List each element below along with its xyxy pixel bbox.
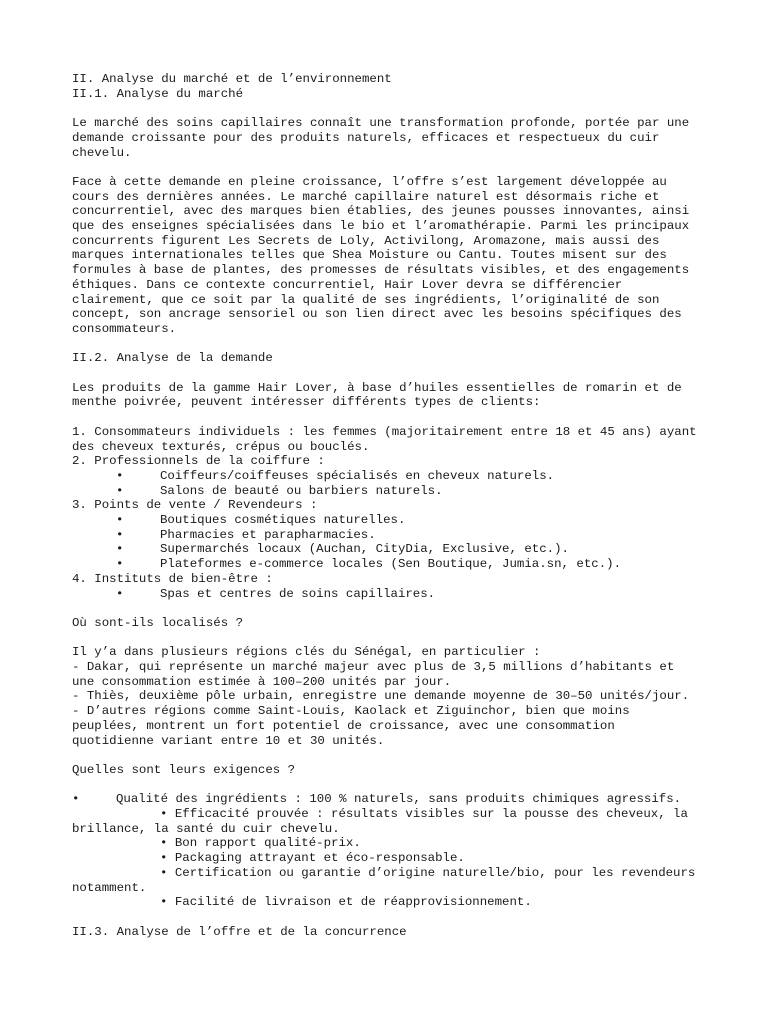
list-item: • Efficacité prouvée : résultats visibles sur la pousse des cheveux, la brillance, la santé du cuir chevelu. bbox=[72, 807, 688, 836]
paragraph: Le marché des soins capillaires connaît une transformation profonde, portée par une demande croissante pour des produits naturels, efficaces et respectueux du cuir chevelu. bbox=[72, 116, 690, 160]
list-item: • Certification ou garantie d’origine naturelle/bio, pour les revendeurs notamment. bbox=[72, 865, 696, 895]
location-item: - Dakar, qui représente un marché majeur avec plus de 3,5 millions d’habitants et une consommation estimée à 100–200 unités par jour. bbox=[72, 660, 675, 689]
bullet-icon: • bbox=[160, 851, 168, 866]
list-item: • Boutiques cosmétiques naturelles. bbox=[116, 513, 406, 528]
bullet-icon: • bbox=[160, 865, 168, 880]
list-item: • Salons de beauté ou barbiers naturels. bbox=[116, 483, 443, 498]
location-item: - D’autres régions comme Saint-Louis, Kaolack et Ziguinchor, bien que moins peuplées, montrent un fort potentiel de croissance, avec une consommation quotidienne variant entre 10 et 30 unités. bbox=[72, 704, 630, 748]
subsection-heading: II.2. Analyse de la demande bbox=[72, 351, 273, 366]
location-item: - Thiès, deuxième pôle urbain, enregistre une demande moyenne de 30–50 unités/jour. bbox=[72, 689, 690, 704]
bullet-icon: • bbox=[160, 836, 168, 851]
paragraph: Les produits de la gamme Hair Lover, à base d’huiles essentielles de romarin et de menthe poivrée, peuvent intéresser différents types de clients: bbox=[72, 380, 682, 410]
list-item: • Spas et centres de soins capillaires. bbox=[116, 586, 436, 601]
list-item: • Bon rapport qualité-prix. bbox=[160, 836, 361, 851]
paragraph: Face à cette demande en pleine croissance, l’offre s’est largement développée au cours des dernières années. Le marché capillaire naturel est désormais riche et concurrentiel, avec des marques bien établies, des jeunes pousses innovantes, ainsi que des enseignes spécialisées dans le bio et l’aromathérapie. Parmi les principaux concurrents figurent Les Secrets de Loly, Activilong, Aromazone, mais aussi des marques internationales telles que Shea Moisture ou Cantu. Toutes misent sur des formules à base de plantes, des promesses de résultats visibles, et des engagements éthiques. Dans ce contexte concurrentiel, Hair Lover devra se différencier clairement, que ce soit par la qualité de ses ingrédients, l’originalité de son concept, son ancrage sensoriel ou son lien direct avec les besoins spécifiques des consommateurs. bbox=[72, 174, 690, 336]
paragraph: Il y’a dans plusieurs régions clés du Sénégal, en particulier : bbox=[72, 645, 541, 660]
bullet-icon: • bbox=[116, 468, 124, 483]
numbered-item: 1. Consommateurs individuels : les femmes (majoritairement entre 18 et 45 ans) ayant des cheveux texturés, crépus ou bouclés. bbox=[72, 424, 697, 454]
numbered-item: 2. Professionnels de la coiffure : bbox=[72, 454, 325, 469]
list-item: • Packaging attrayant et éco-responsable. bbox=[160, 851, 465, 866]
bullet-icon: • bbox=[116, 513, 124, 528]
list-item: • Facilité de livraison et de réapprovisionnement. bbox=[160, 895, 532, 910]
list-item: • Supermarchés locaux (Auchan, CityDia, Exclusive, etc.). bbox=[116, 542, 569, 557]
list-item: • Pharmacies et parapharmacies. bbox=[116, 527, 376, 542]
subsection-heading: II.3. Analyse de l’offre et de la concurrence bbox=[72, 924, 407, 939]
list-item: • Coiffeurs/coiffeuses spécialisés en cheveux naturels. bbox=[116, 468, 555, 483]
bullet-icon: • bbox=[116, 557, 124, 572]
document-page bbox=[72, 72, 702, 939]
question-heading: Où sont-ils localisés ? bbox=[72, 615, 244, 630]
section-heading: II. Analyse du marché et de l’environnement bbox=[72, 72, 392, 86]
list-item: • Plateformes e-commerce locales (Sen Boutique, Jumia.sn, etc.). bbox=[116, 557, 622, 572]
bullet-icon: • bbox=[116, 483, 124, 498]
bullet-icon: • bbox=[160, 807, 168, 822]
list-item: • Qualité des ingrédients : 100 % naturels, sans produits chimiques agressifs. bbox=[72, 792, 682, 807]
bullet-icon: • bbox=[116, 527, 124, 542]
subsection-heading: II.1. Analyse du marché bbox=[72, 86, 244, 101]
question-heading: Quelles sont leurs exigences ? bbox=[72, 762, 296, 777]
bullet-icon: • bbox=[160, 895, 168, 910]
bullet-icon: • bbox=[116, 542, 124, 557]
numbered-item: 3. Points de vente / Revendeurs : bbox=[72, 498, 318, 513]
numbered-item: 4. Instituts de bien-être : bbox=[72, 571, 273, 586]
bullet-icon: • bbox=[72, 792, 80, 807]
bullet-icon: • bbox=[116, 586, 124, 601]
